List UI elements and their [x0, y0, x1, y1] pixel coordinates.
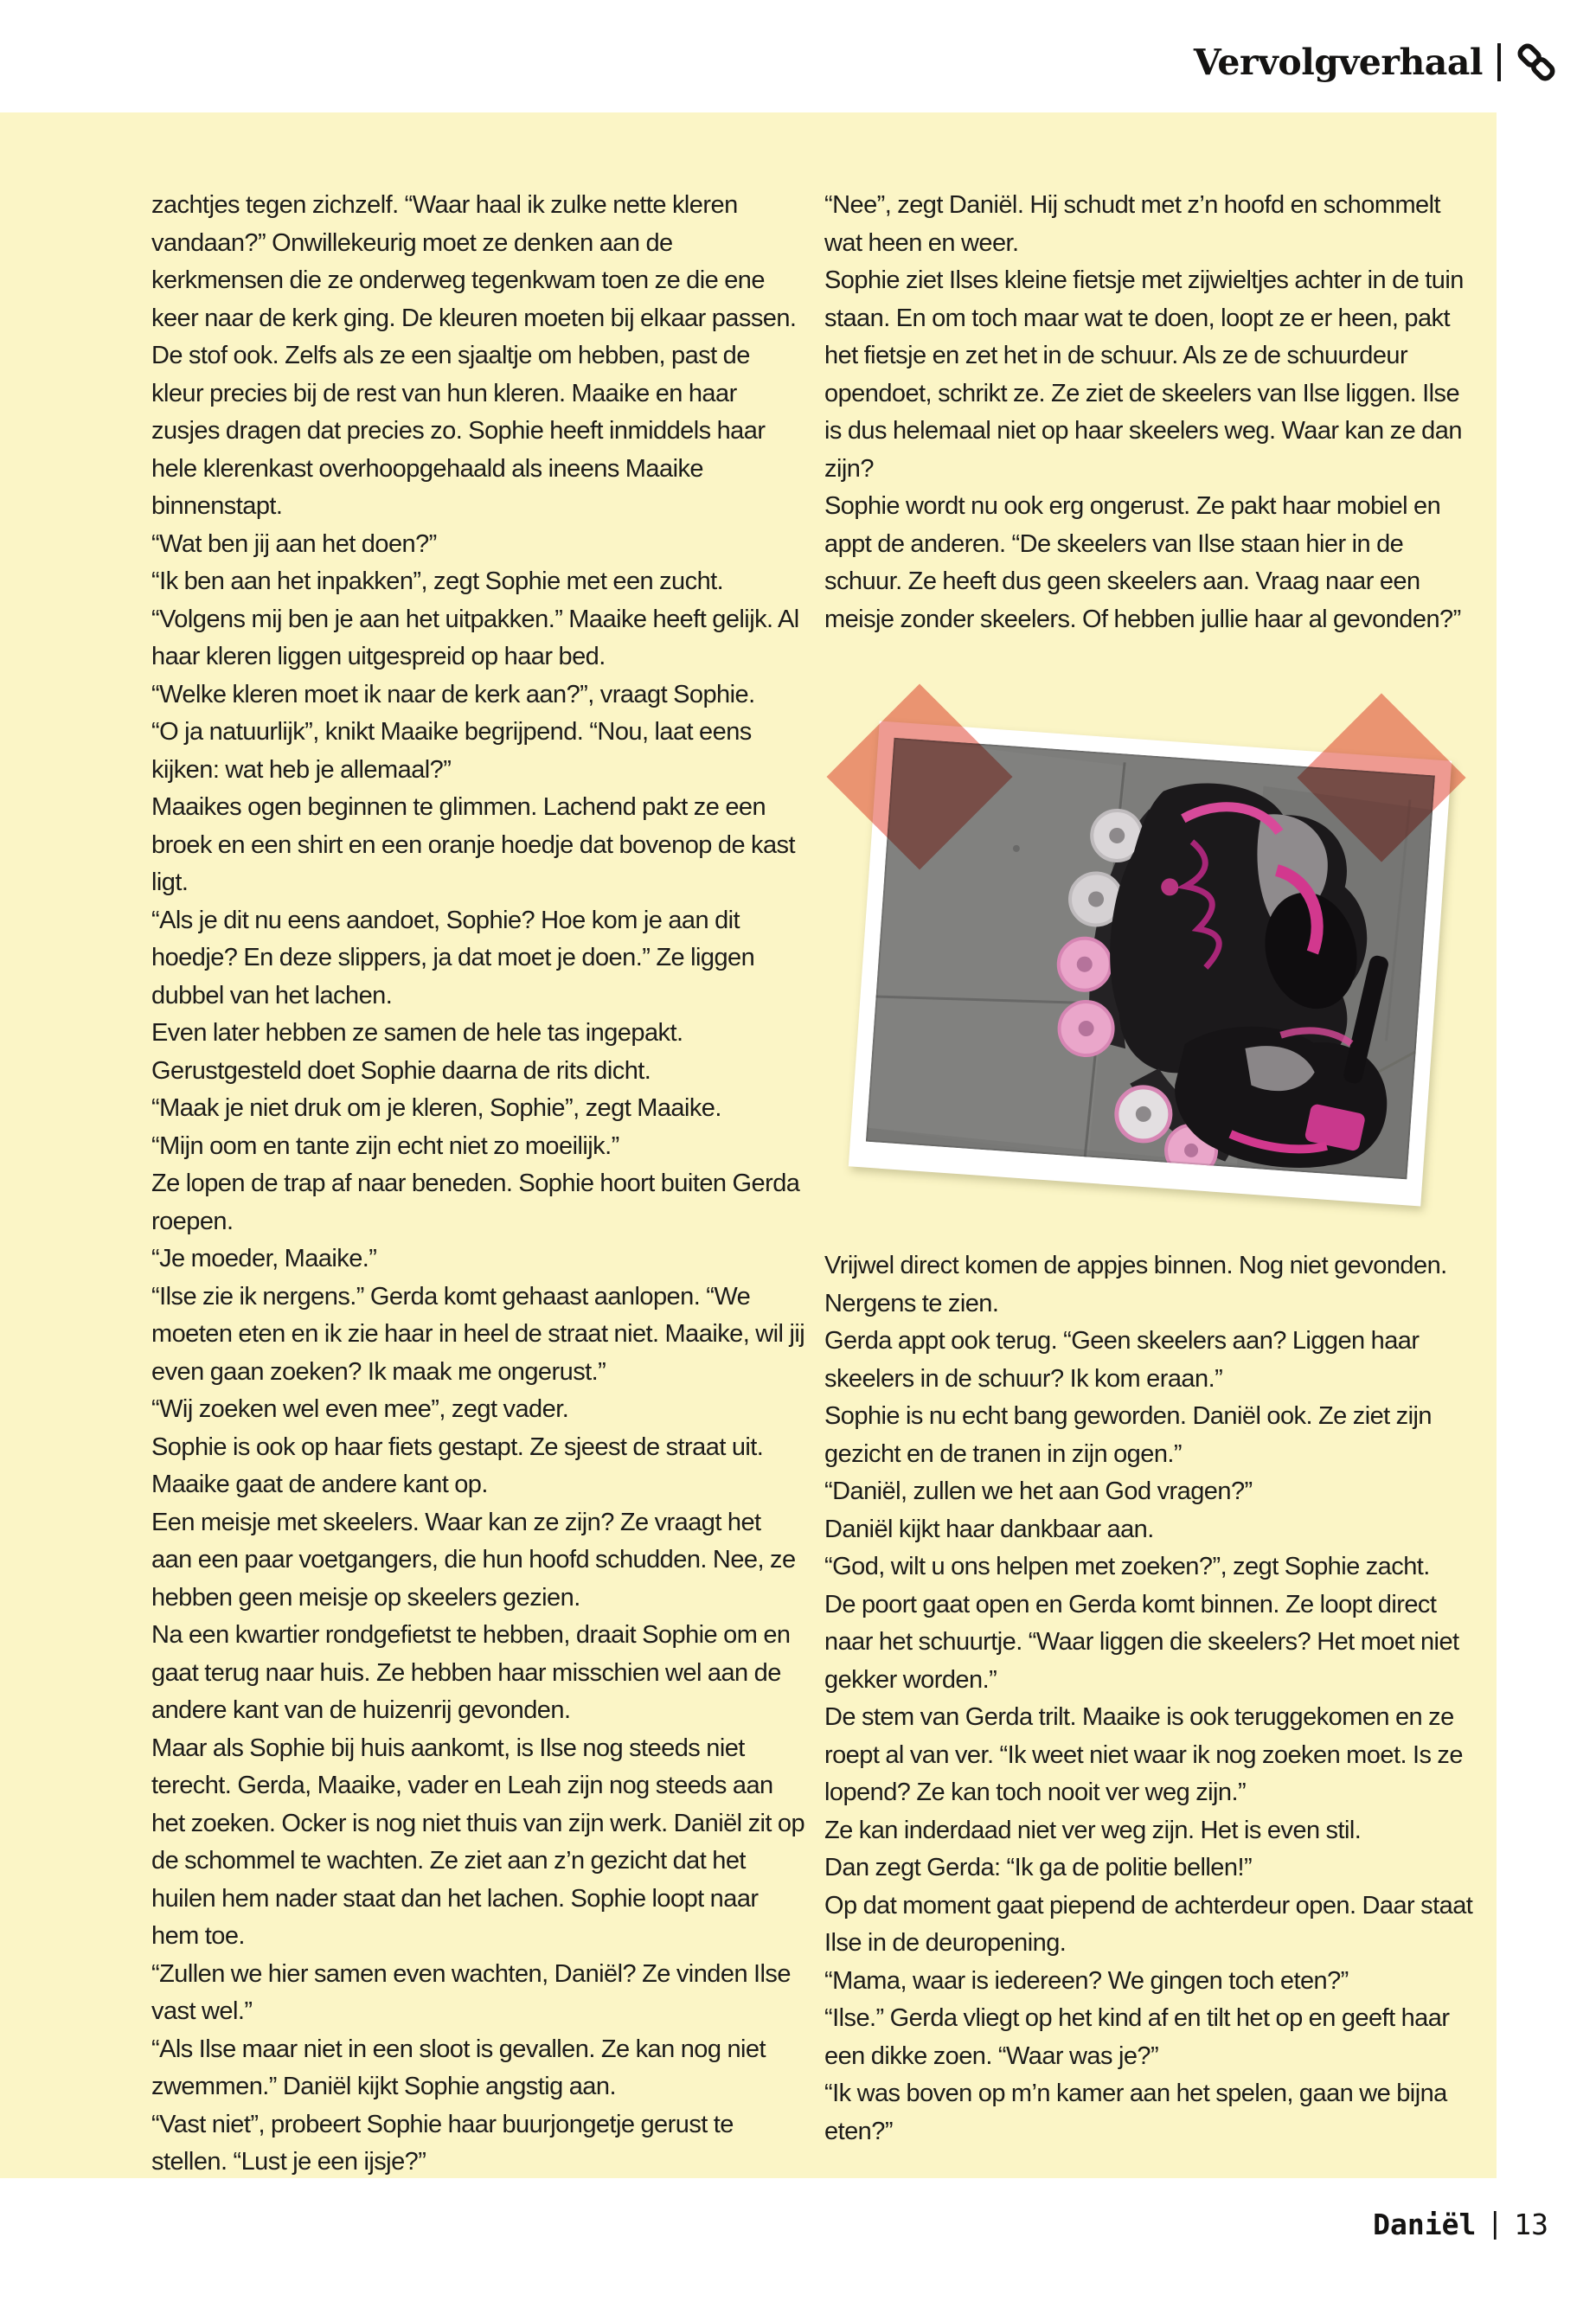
story-paragraph: Maaikes ogen beginnen te glimmen. Lachend pakt ze een broek en een shirt en een oranje hoedje dat bovenop de kast ligt.: [151, 793, 796, 896]
story-paragraph: Dan zegt Gerda: “Ik ga de politie bellen!”: [824, 1854, 1253, 1881]
story-paragraph: “Zullen we hier samen even wachten, Daniël? Ze vinden Ilse vast wel.”: [151, 1959, 791, 2025]
story-paragraph: Sophie wordt nu ook erg ongerust. Ze pakt haar mobiel en appt de anderen. “De skeelers van Ilse staan hier in de schuur. Ze heeft dus geen skeelers aan. Vraag naar een meisje zonder skeelers. Of hebben jullie haar al gevonden?”: [824, 492, 1461, 633]
story-paragraph: “Ik ben aan het inpakken”, zegt Sophie met een zucht.: [151, 567, 724, 595]
page-footer: [1373, 2208, 1548, 2241]
story-paragraph: Sophie ziet Ilses kleine fietsje met zijwieltjes achter in de tuin staan. En om toch maar wat te doen, loopt ze er heen, pakt het fietsje en zet het in de schuur. Als ze de schuurdeur opendoet, schrikt ze. Ze ziet de skeelers van Ilse liggen. Ilse is dus helemaal niet op haar skeelers weg. Waar kan ze dan zijn?: [824, 266, 1464, 483]
story-column-left: [151, 187, 806, 2182]
story-paragraph: Ze kan inderdaad niet ver weg zijn. Het is even stil.: [824, 1816, 1362, 1844]
story-paragraph: “Als je dit nu eens aandoet, Sophie? Hoe kom je aan dit hoedje? En deze slippers, ja dat moet je doen.” Ze liggen dubbel van het lachen.: [151, 906, 755, 1009]
story-column-right-bottom: [824, 1247, 1479, 2150]
story-paragraph: Sophie is ook op haar fiets gestapt. Ze sjeest de straat uit. Maaike gaat de andere kant op.: [151, 1433, 764, 1498]
story-paragraph: Op dat moment gaat piepend de achterdeur open. Daar staat Ilse in de deuropening.: [824, 1891, 1473, 1957]
story-paragraph: “God, wilt u ons helpen met zoeken?”, zegt Sophie zacht.: [824, 1553, 1430, 1580]
story-paragraph: Daniël kijkt haar dankbaar aan.: [824, 1515, 1154, 1543]
story-paragraph: De stem van Gerda trilt. Maaike is ook teruggekomen en ze roept al van ver. “Ik weet niet waar ik nog zoeken moet. Is ze lopend? Ze kan toch nooit ver weg zijn.”: [824, 1703, 1463, 1806]
story-paragraph: “Maak je niet druk om je kleren, Sophie”, zegt Maaike.: [151, 1094, 721, 1122]
story-paragraph: zachtjes tegen zichzelf. “Waar haal ik zulke nette kleren vandaan?” Onwillekeurig moet ze denken aan de kerkmensen die ze onderweg tegenkwam toen ze die ene keer naar de kerk ging. De kleuren moeten bij elkaar passen. De stof ook. Zelfs als ze een sjaaltje om hebben, past de kleur precies bij de rest van hun kleren. Maaike en haar zusjes dragen dat precies zo. Sophie heeft inmiddels haar hele klerenkast overhoopgehaald als ineens Maaike binnenstapt.: [151, 191, 797, 520]
page-header: [1194, 42, 1557, 83]
story-paragraph: “Ilse.” Gerda vliegt op het kind af en tilt het op en geeft haar een dikke zoen. “Waar was je?”: [824, 2004, 1450, 2070]
story-paragraph: “Ilse zie ik nergens.” Gerda komt gehaast aanlopen. “We moeten eten en ik zie haar in heel de straat niet. Maaike, wil jij even gaan zoeken? Ik maak me ongerust.”: [151, 1282, 805, 1386]
story-paragraph: Gerda appt ook terug. “Geen skeelers aan? Liggen haar skeelers in de schuur? Ik kom eraan.”: [824, 1327, 1420, 1393]
story-paragraph: “Vast niet”, probeert Sophie haar buurjongetje gerust te stellen. “Lust je een ijsje?”: [151, 2110, 734, 2176]
story-column-right-top: [824, 187, 1479, 638]
story-paragraph: Vrijwel direct komen de appjes binnen. Nog niet gevonden. Nergens te zien.: [824, 1252, 1447, 1317]
story-paragraph: Ze lopen de trap af naar beneden. Sophie hoort buiten Gerda roepen.: [151, 1170, 800, 1235]
story-paragraph: “Welke kleren moet ik naar de kerk aan?”, vraagt Sophie.: [151, 680, 755, 708]
story-paragraph: “Nee”, zegt Daniël. Hij schudt met z’n hoofd en schommelt wat heen en weer.: [824, 191, 1441, 257]
story-paragraph: De poort gaat open en Gerda komt binnen. Ze loopt direct naar het schuurtje. “Waar liggen die skeelers? Het moet niet gekker worden.”: [824, 1590, 1459, 1694]
story-paragraph: “Volgens mij ben je aan het uitpakken.” Maaike heeft gelijk. Al haar kleren liggen uitgespreid op haar bed.: [151, 605, 799, 670]
story-paragraph: Maar als Sophie bij huis aankomt, is Ilse nog steeds niet terecht. Gerda, Maaike, vader en Leah zijn nog steeds aan het zoeken. Ocker is nog niet thuis van zijn werk. Daniël zit op de schommel te wachten. Ze ziet aan z’n gezicht dat het huilen hem nader staat dan het lachen. Sophie loopt naar hem toe.: [151, 1734, 805, 1950]
story-paragraph: “O ja natuurlijk”, knikt Maaike begrijpend. “Nou, laat eens kijken: wat heb je allemaal?”: [151, 718, 752, 784]
footer-separator: |: [1486, 2206, 1504, 2240]
story-paragraph: “Daniël, zullen we het aan God vragen?”: [824, 1477, 1253, 1505]
story-paragraph: Sophie is nu echt bang geworden. Daniël ook. Ze ziet zijn gezicht en de tranen in zijn ogen.”: [824, 1402, 1432, 1468]
story-paragraph: “Je moeder, Maaike.”: [151, 1245, 377, 1272]
story-paragraph: “Als Ilse maar niet in een sloot is gevallen. Ze kan nog niet zwemmen.” Daniël kijkt Sophie angstig aan.: [151, 2035, 766, 2100]
story-paragraph: Een meisje met skeelers. Waar kan ze zijn? Ze vraagt het aan een paar voetgangers, die hun hoofd schudden. Nee, ze hebben geen meisje op skeelers gezien.: [151, 1508, 796, 1612]
story-paragraph: “Mama, waar is iedereen? We gingen toch eten?”: [824, 1966, 1349, 1995]
story-paragraph: Na een kwartier rondgefietst te hebben, draait Sophie om en gaat terug naar huis. Ze hebben haar misschien wel aan de andere kant van de huizenrij gevonden.: [151, 1621, 791, 1724]
story-paragraph: “Ik was boven op m’n kamer aan het spelen, gaan we bijna eten?”: [824, 2080, 1447, 2145]
header-separator: [1497, 43, 1501, 81]
story-paragraph: “Mijn oom en tante zijn echt niet zo moeilijk.”: [151, 1131, 619, 1160]
link-icon: [1516, 42, 1557, 83]
section-title: Vervolgverhaal: [1193, 42, 1483, 83]
story-paragraph: “Wat ben jij aan het doen?”: [151, 529, 437, 558]
page-number: 13: [1514, 2208, 1548, 2241]
footer-story-name: Daniël: [1373, 2208, 1477, 2241]
story-paragraph: “Wij zoeken wel even mee”, zegt vader.: [151, 1395, 569, 1423]
story-paragraph: Even later hebben ze samen de hele tas ingepakt. Gerustgesteld doet Sophie daarna de rits dicht.: [151, 1019, 683, 1085]
